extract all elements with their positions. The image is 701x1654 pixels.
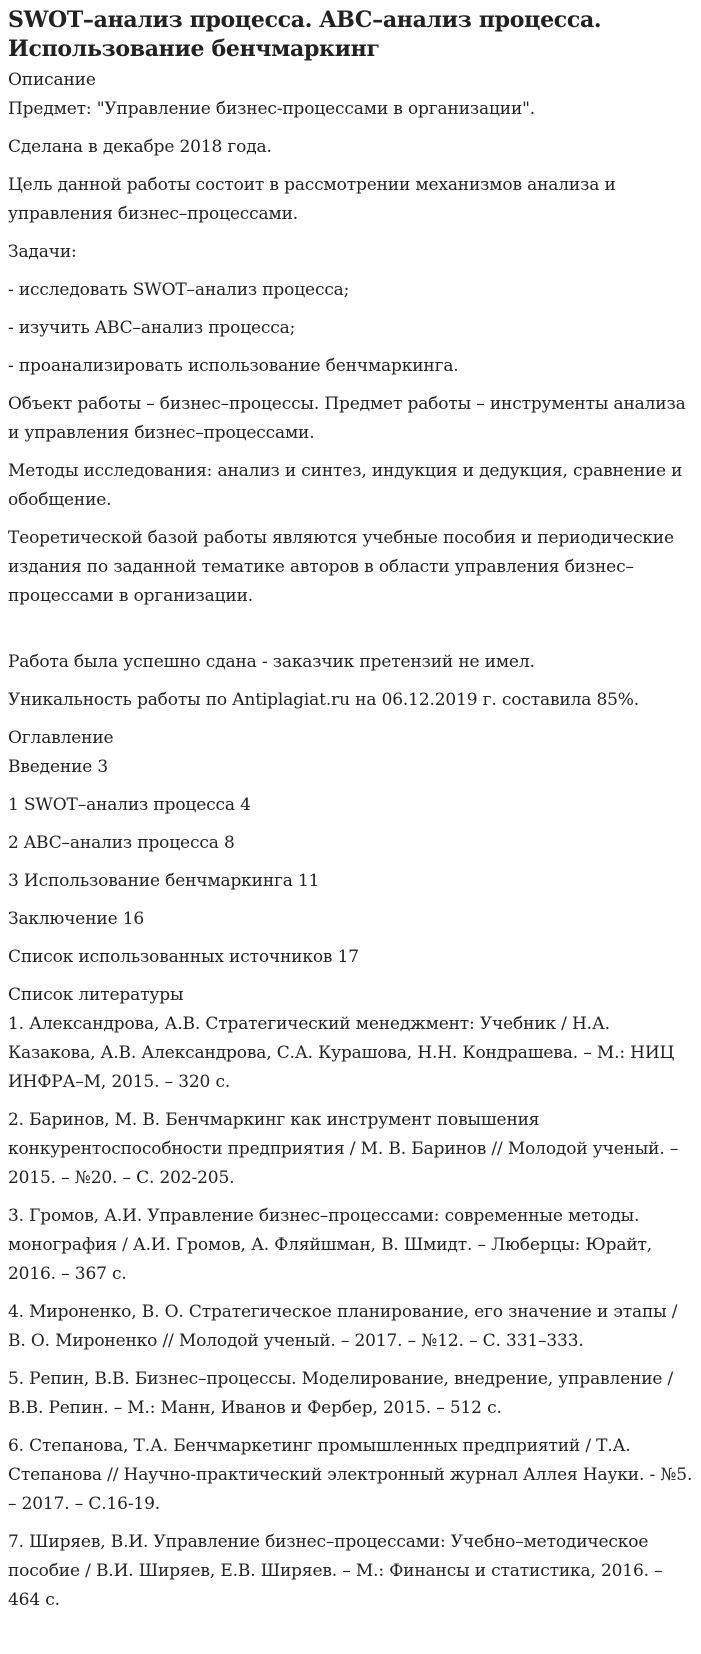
made-date-line: Сделана в декабре 2018 года. <box>8 137 272 157</box>
uniqueness-prefix: Уникальность работы по <box>8 690 233 710</box>
toc-item: Список использованных источников 17 <box>8 947 359 967</box>
task-item: - изучить ABC–анализ процесса; <box>8 318 296 338</box>
goal-paragraph: Цель данной работы состоит в рассмотрении механизмов анализа и управления бизнес–процессами. <box>8 175 616 224</box>
uniqueness-paragraph <box>8 686 697 715</box>
toc-label: Оглавление <box>8 728 114 748</box>
task-item: - проанализировать использование бенчмаркинга. <box>8 356 459 376</box>
tasks-label: Задачи: <box>8 242 77 262</box>
object-paragraph: Объект работы – бизнес–процессы. Предмет работы – инструменты анализа и управления бизнес–процессами. <box>8 394 686 443</box>
reference-item: 2. Баринов, М. В. Бенчмаркинг как инструмент повышения конкурентоспособности предприятия / М. В. Баринов // Молодой ученый. – 2015. – №20. – С. 202-205. <box>8 1110 679 1188</box>
uniqueness-suffix: на 06.12.2019 г. составила 85%. <box>349 690 640 710</box>
page-title: SWOT–анализ процесса. ABC–анализ процесса. Использование бенчмаркинг <box>8 7 602 62</box>
spacer <box>8 620 697 648</box>
theory-paragraph: Теоретической базой работы являются учебные пособия и периодические издания по заданной тематике авторов в области управления бизнес–процессами в организации. <box>8 528 674 606</box>
references-label: Список литературы <box>8 985 184 1005</box>
references-list <box>8 1010 697 1615</box>
reference-item: 5. Репин, В.В. Бизнес–процессы. Моделирование, внедрение, управление / В.В. Репин. – М.: Манн, Иванов и Фербер, 2015. – 512 с. <box>8 1369 674 1418</box>
toc-item: Заключение 16 <box>8 909 145 929</box>
task-item: - исследовать SWOT–анализ процесса; <box>8 280 350 300</box>
toc-item: 1 SWOT–анализ процесса 4 <box>8 795 251 815</box>
toc-item: Введение 3 <box>8 757 109 777</box>
antiplagiat-link[interactable]: Antiplagiat.ru <box>232 690 350 710</box>
table-of-contents <box>8 753 697 972</box>
reference-item: 7. Ширяев, В.И. Управление бизнес–процессами: Учебно–методическое пособие / В.И. Ширяев, Е.В. Ширяев. – М.: Финансы и статистика, 2016. – 464 с. <box>8 1532 663 1610</box>
methods-paragraph: Методы исследования: анализ и синтез, индукция и дедукция, сравнение и обобщение. <box>8 461 683 510</box>
reference-item: 1. Александрова, А.В. Стратегический менеджмент: Учебник / Н.А. Казакова, А.В. Александрова, С.А. Курашова, Н.Н. Кондрашева. – М.: НИЦ ИНФРА–М, 2015. – 320 с. <box>8 1014 675 1092</box>
description-label: Описание <box>8 70 96 90</box>
reference-item: 3. Громов, А.И. Управление бизнес–процессами: современные методы. монография / А.И. Громов, А. Фляйшман, В. Шмидт. – Люберцы: Юрайт, 2016. – 367 с. <box>8 1206 653 1284</box>
subject-line: Предмет: "Управление бизнес-процессами в организации". <box>8 99 536 119</box>
reference-item: 4. Мироненко, В. О. Стратегическое планирование, его значение и этапы / В. О. Мироненко // Молодой ученый. – 2017. – №12. – С. 331–333. <box>8 1302 678 1351</box>
status-paragraph: Работа была успешно сдана - заказчик претензий не имел. <box>8 652 535 672</box>
toc-item: 2 ABC–анализ процесса 8 <box>8 833 235 853</box>
reference-item: 6. Степанова, Т.А. Бенчмаркетинг промышленных предприятий / Т.А. Степанова // Научно-практический электронный журнал Аллея Науки. - №5. – 2017. – С.16-19. <box>8 1436 693 1514</box>
toc-item: 3 Использование бенчмаркинга 11 <box>8 871 320 891</box>
